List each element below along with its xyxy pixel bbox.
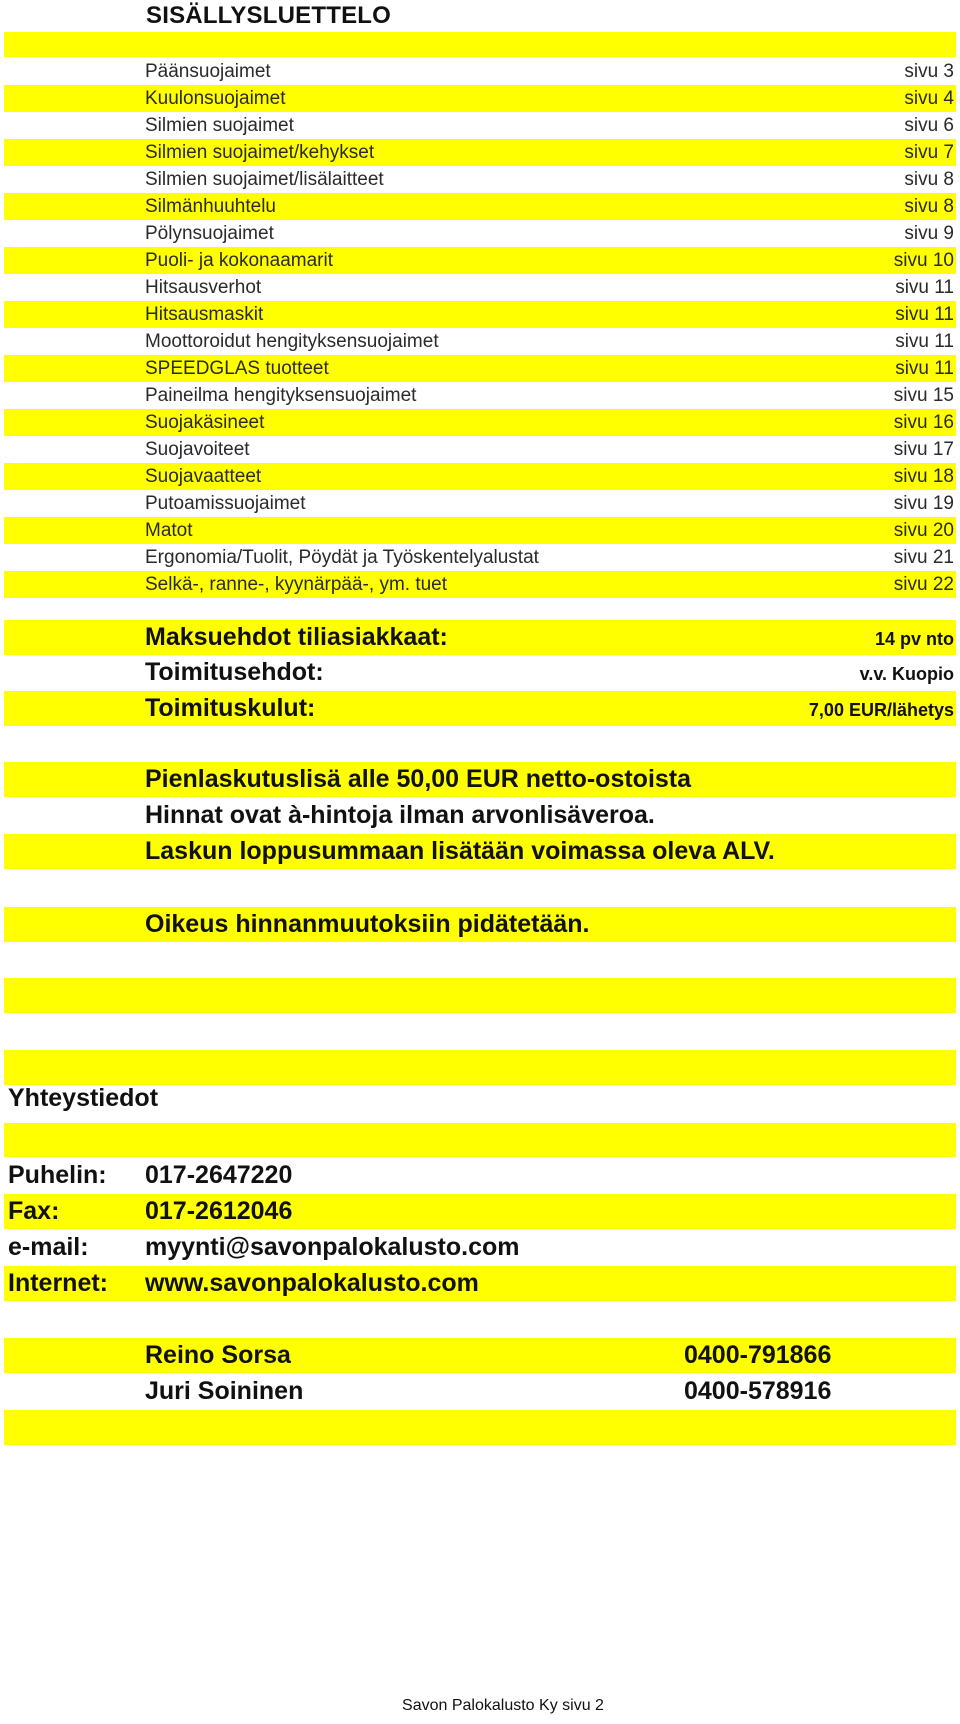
terms-row [4,620,956,655]
terms-label: Toimituskulut: [145,694,316,722]
terms-value: 14 pv nto [874,629,954,649]
toc-item [4,328,956,355]
toc-item-page: sivu 10 [893,250,954,271]
contact-email[interactable]: myynti@savonpalokalusto.com [145,1233,520,1261]
toc-item [4,436,956,463]
toc-item-label: Silmänhuuhtelu [145,196,276,217]
toc-item-page: sivu 11 [895,277,954,298]
toc-item-page: sivu 20 [893,520,954,541]
toc-item-page: sivu 21 [893,547,954,568]
note-row [4,762,956,797]
toc-item-page: sivu 22 [893,574,954,595]
contact-label: Fax: [8,1197,60,1225]
toc-item [4,355,956,382]
toc-item-label: Hitsausverhot [145,277,262,298]
toc-item [4,58,956,85]
toc-item-page: sivu 9 [904,223,954,244]
toc-item-label: Suojakäsineet [145,412,265,433]
toc-item [4,220,956,247]
terms-value: 7,00 EUR/lähetys [808,700,954,720]
toc-item-label: Paineilma hengityksensuojaimet [145,385,417,406]
toc-item-label: Silmien suojaimet/kehykset [145,142,375,163]
person-name: Juri Soininen [145,1377,304,1405]
note-text: Pienlaskutuslisä alle 50,00 EUR netto-ostoista [145,765,692,793]
toc-item-label: Kuulonsuojaimet [145,88,286,109]
toc-item [4,193,956,220]
toc-item-page: sivu 11 [895,358,954,379]
terms-label: Toimitusehdot: [145,658,324,686]
toc-item-label: Moottoroidut hengityksensuojaimet [145,331,439,352]
toc-item [4,274,956,301]
toc-item [4,463,956,490]
toc-item-label: Putoamissuojaimet [145,493,306,514]
toc-item-page: sivu 3 [904,61,954,82]
toc-item-page: sivu 15 [893,385,954,406]
page-footer: Savon Palokalusto Ky sivu 2 [402,1697,604,1714]
note-row [4,834,956,869]
highlight-band [4,1050,956,1085]
terms-row [4,655,956,690]
toc-item-label: Suojavaatteet [145,466,262,487]
toc-item [4,166,956,193]
contact-label: Internet: [8,1269,108,1297]
page-title: SISÄLLYSLUETTELO [146,2,392,29]
note-text: Laskun loppusummaan lisätään voimassa oleva ALV. [145,837,775,865]
toc-item-label: Matot [145,520,193,541]
contact-fax: 017-2612046 [145,1197,293,1225]
contact-label: Puhelin: [8,1161,107,1189]
person-row [4,1338,956,1373]
person-row [4,1374,956,1409]
contact-row [4,1266,956,1301]
contact-row [4,1194,956,1229]
toc-item [4,382,956,409]
toc-item [4,112,956,139]
toc-item-label: Hitsausmaskit [145,304,264,325]
contact-row [4,1158,956,1193]
toc-item [4,301,956,328]
contact-label: e-mail: [8,1233,89,1261]
toc-item-page: sivu 8 [904,196,954,217]
toc-item-label: Puoli- ja kokonaamarit [145,250,333,271]
note-text: Hinnat ovat à-hintoja ilman arvonlisäveroa. [145,801,655,829]
toc-item-label: Silmien suojaimet [145,115,294,136]
person-phone: 0400-791866 [684,1341,832,1369]
toc-item-page: sivu 6 [904,115,954,136]
note-row [4,798,956,833]
toc-item [4,544,956,571]
toc-item [4,409,956,436]
toc-item-label: Ergonomia/Tuolit, Pöydät ja Työskentelyalustat [145,547,539,568]
toc-item-page: sivu 16 [893,412,954,433]
toc-item [4,85,956,112]
contact-heading: Yhteystiedot [8,1084,159,1112]
toc-item-label: Suojavoiteet [145,439,250,460]
toc-item-page: sivu 11 [895,304,954,325]
toc-item-page: sivu 11 [895,331,954,352]
terms-label: Maksuehdot tiliasiakkaat: [145,623,448,651]
toc-item [4,490,956,517]
terms-row [4,691,956,726]
note-row [4,907,956,942]
toc-item-label: Pölynsuojaimet [145,223,274,244]
toc-item-label: Päänsuojaimet [145,61,271,82]
toc-item-page: sivu 17 [893,439,954,460]
contact-website[interactable]: www.savonpalokalusto.com [145,1269,479,1297]
toc-item-label: Silmien suojaimet/lisälaitteet [145,169,384,190]
person-name: Reino Sorsa [145,1341,291,1369]
toc-item-page: sivu 4 [904,88,954,109]
toc-item-page: sivu 8 [904,169,954,190]
contact-phone: 017-2647220 [145,1161,293,1189]
person-phone: 0400-578916 [684,1377,832,1405]
toc-item [4,571,956,598]
note-text: Oikeus hinnanmuutoksiin pidätetään. [145,910,590,938]
toc-item-page: sivu 19 [893,493,954,514]
highlight-band [4,978,956,1013]
toc-item-page: sivu 18 [893,466,954,487]
toc-item [4,247,956,274]
highlight-band [4,32,956,57]
toc-item-page: sivu 7 [904,142,954,163]
toc-item-label: SPEEDGLAS tuotteet [145,358,329,379]
contact-row [4,1230,956,1265]
toc-item [4,517,956,544]
toc-item [4,139,956,166]
toc-item-label: Selkä-, ranne-, kyynärpää-, ym. tuet [145,574,448,595]
highlight-band [4,1410,956,1445]
highlight-band [4,1123,956,1157]
terms-value: v.v. Kuopio [859,664,954,684]
